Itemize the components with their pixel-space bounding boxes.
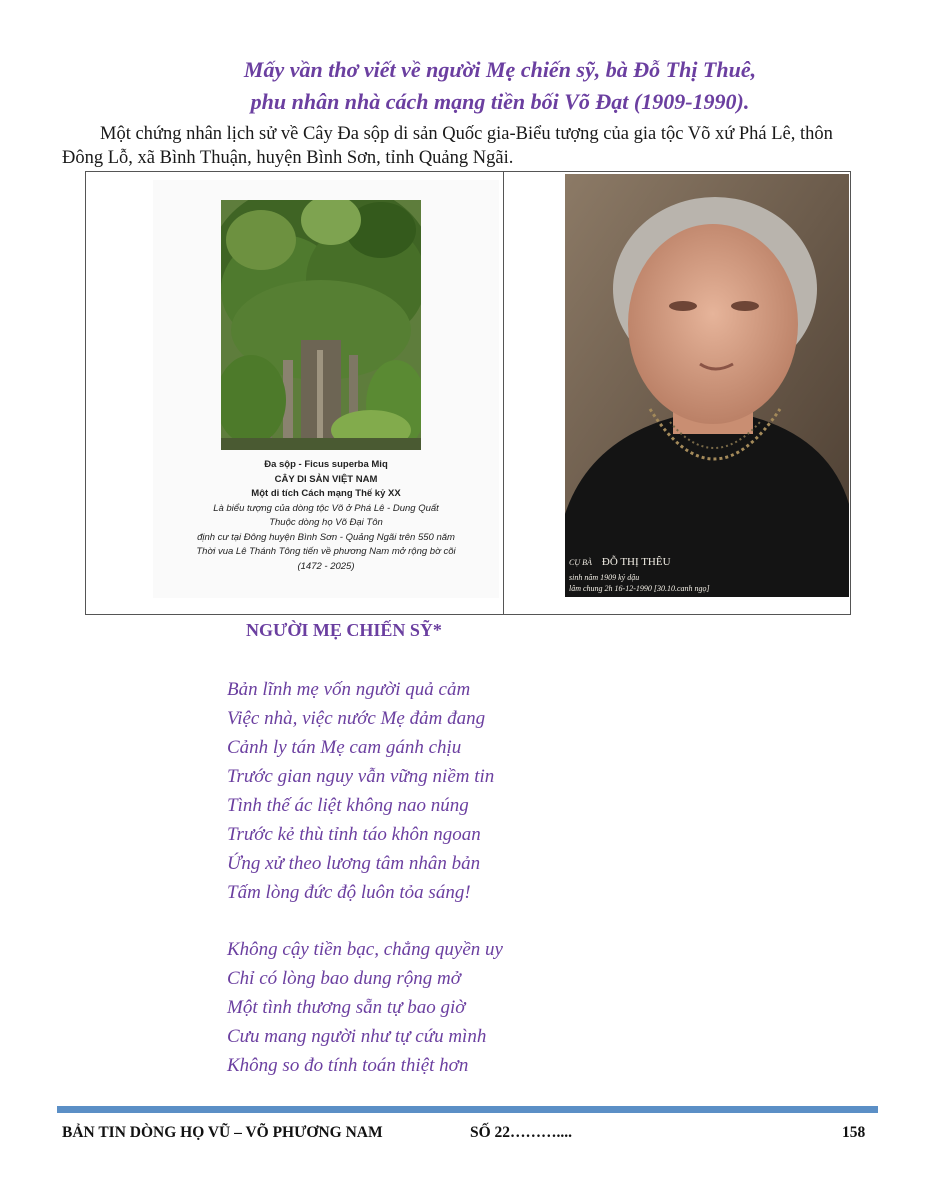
poem-line: Một tình thương sẵn tự bao giờ xyxy=(227,997,466,1018)
portrait-illustration xyxy=(565,174,849,597)
tree-caption-line: Đa sộp - Ficus superba Miq xyxy=(264,459,388,470)
poem-stanza-1 xyxy=(227,675,494,907)
footer-divider xyxy=(57,1106,878,1113)
portrait-prefix: CỤ BÀ xyxy=(569,558,592,567)
footer-issue: SỐ 22……….... xyxy=(470,1124,573,1141)
tree-caption-line: CÂY DI SẢN VIỆT NAM xyxy=(274,473,378,485)
tree-caption-line: Một di tích Cách mạng Thế kỷ XX xyxy=(251,488,401,499)
article-title-line-2: phu nhân nhà cách mạng tiền bối Võ Đạt (1909-1990). xyxy=(250,89,750,114)
intro-paragraph xyxy=(62,122,870,170)
poem-line: Trước kẻ thù tỉnh táo khôn ngoan xyxy=(227,824,481,845)
tree-caption-line: Thời vua Lê Thánh Tông tiến về phương Nam mở rộng bờ cõi xyxy=(196,546,456,557)
poem-line: Việc nhà, việc nước Mẹ đảm đang xyxy=(227,708,486,729)
portrait-photo xyxy=(565,174,849,597)
tree-caption-line: định cư tại Đông huyện Bình Sơn - Quảng Ngãi trên 550 năm xyxy=(197,531,455,543)
poem-line: Bản lĩnh mẹ vốn người quả cảm xyxy=(227,679,471,700)
portrait-name-line xyxy=(569,556,671,568)
heritage-tree-caption xyxy=(153,458,499,574)
poem-line: Không cậy tiền bạc, chẳng quyền uy xyxy=(227,939,503,960)
tree-caption-line: (1472 - 2025) xyxy=(297,560,355,572)
poem-line: Cảnh ly tán Mẹ cam gánh chịu xyxy=(227,737,462,758)
intro-text: Một chứng nhân lịch sử về Cây Đa sộp di sản Quốc gia-Biểu tượng của gia tộc Võ xứ Phá Lê, thôn Đông Lỗ, xã Bình Thuận, huyện Bình Sơn, tỉnh Quảng Ngãi. xyxy=(62,124,833,168)
photo-table-divider xyxy=(503,171,504,615)
tree-caption-line: Là biểu tượng của dòng tộc Võ ở Phá Lê - Dung Quất xyxy=(213,502,439,514)
heritage-tree-photo xyxy=(221,200,421,450)
heritage-tree-card xyxy=(153,180,499,598)
article-title-line-1: Mấy vần thơ viết về người Mẹ chiến sỹ, bà Đỗ Thị Thuê, xyxy=(243,57,757,82)
poem-line: Cưu mang người như tự cứu mình xyxy=(227,1026,487,1047)
tree-caption-line: Thuộc dòng họ Võ Đại Tôn xyxy=(269,517,383,528)
portrait-name: ĐỖ THỊ THÊU xyxy=(601,556,671,568)
poem-stanza-2 xyxy=(227,935,503,1080)
poem-title: NGƯỜI MẸ CHIẾN SỸ* xyxy=(246,620,442,640)
poem-line: Tình thế ác liệt không nao núng xyxy=(227,795,469,816)
poem-line: Trước gian nguy vẫn vững niềm tin xyxy=(227,766,495,787)
footer-publication: BẢN TIN DÒNG HỌ VŨ – VÕ PHƯƠNG NAM xyxy=(62,1124,383,1141)
footer-page-number: 158 xyxy=(842,1124,866,1141)
poem-line: Không so đo tính toán thiệt hơn xyxy=(227,1055,469,1076)
poem-line: Tấm lòng đức độ luôn tỏa sáng! xyxy=(227,882,471,903)
portrait-born: sinh năm 1909 kỷ dậu xyxy=(569,573,640,582)
portrait-died: lâm chung 2h 16-12-1990 [30.10.canh ngọ] xyxy=(569,584,710,593)
poem-line: Chỉ có lòng bao dung rộng mở xyxy=(227,968,461,989)
poem-line: Ứng xử theo lương tâm nhân bản xyxy=(227,853,481,874)
